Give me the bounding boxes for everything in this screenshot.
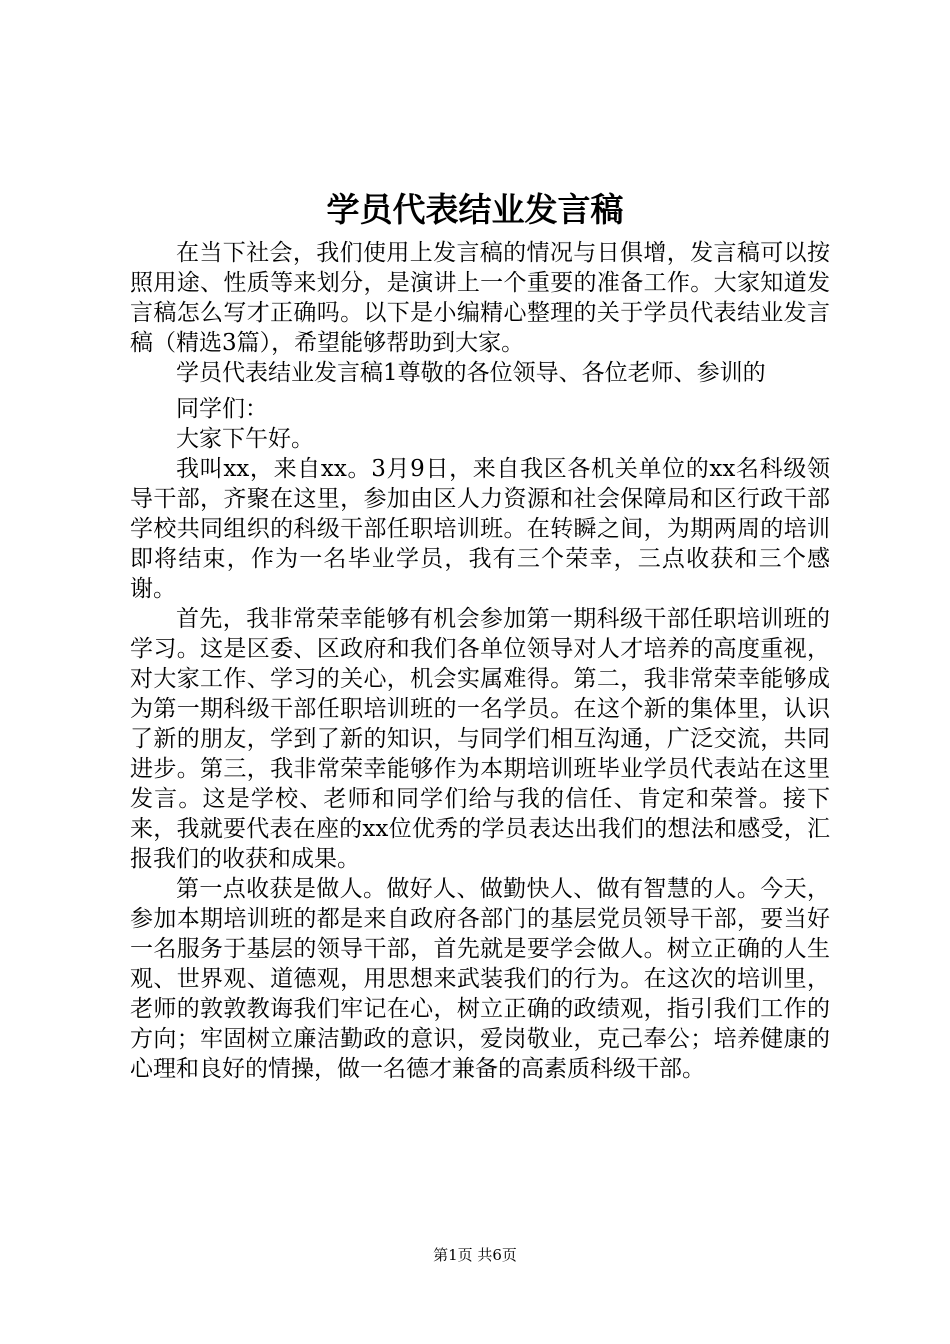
page-footer: 第1页 共6页 <box>433 1246 517 1264</box>
paragraph-intro: 在当下社会，我们使用上发言稿的情况与日俱增，发言稿可以按照用途、性质等来划分，是演讲上一个重要的准备工作。大家知道发言稿怎么写才正确吗。以下是小编精心整理的关于学员代表结业发言稿（精选3篇），希望能够帮助到大家。 <box>130 240 830 356</box>
document-title: 学员代表结业发言稿 <box>326 190 624 229</box>
paragraph-introduction: 我叫xx，来自xx。3月9日，来自我区各机关单位的xx名科级领导干部，齐聚在这里，参加由区人力资源和社会保障局和区行政干部学校共同组织的科级干部任职培训班。在转瞬之间，为期两周的培训即将结束，作为一名毕业学员，我有三个荣幸，三点收获和三个感谢。 <box>130 456 830 602</box>
paragraph-first-gain: 第一点收获是做人。做好人、做勤快人、做有智慧的人。今天，参加本期培训班的都是来自政府各部门的基层党员领导干部，要当好一名服务于基层的领导干部，首先就是要学会做人。树立正确的人生观、世界观、道德观，用思想来武装我们的行为。在这次的培训里，老师的敦敦教诲我们牢记在心，树立正确的政绩观，指引我们工作的方向；牢固树立廉洁勤政的意识，爱岗敬业，克己奉公；培养健康的心理和良好的情操，做一名德才兼备的高素质科级干部。 <box>130 876 830 1082</box>
paragraph-three-honors: 首先，我非常荣幸能够有机会参加第一期科级干部任职培训班的学习。这是区委、区政府和我们各单位领导对人才培养的高度重视，对大家工作、学习的关心，机会实属难得。第二，我非常荣幸能够成为第一期科级干部任职培训班的一名学员。在这个新的集体里，认识了新的朋友，学到了新的知识，与同学们相互沟通，广泛交流，共同进步。第三，我非常荣幸能够作为本期培训班毕业学员代表站在这里发言。这是学校、老师和同学们给与我的信任、肯定和荣誉。接下来，我就要代表在座的xx位优秀的学员表达出我们的想法和感受，汇报我们的收获和成果。 <box>130 606 830 872</box>
document-body <box>130 238 830 1084</box>
paragraph-greeting: 大家下午好。 <box>176 426 314 452</box>
paragraph-salutation: 同学们： <box>176 396 268 422</box>
paragraph-speech-heading: 学员代表结业发言稿1尊敬的各位领导、各位老师、参训的 <box>176 360 766 386</box>
